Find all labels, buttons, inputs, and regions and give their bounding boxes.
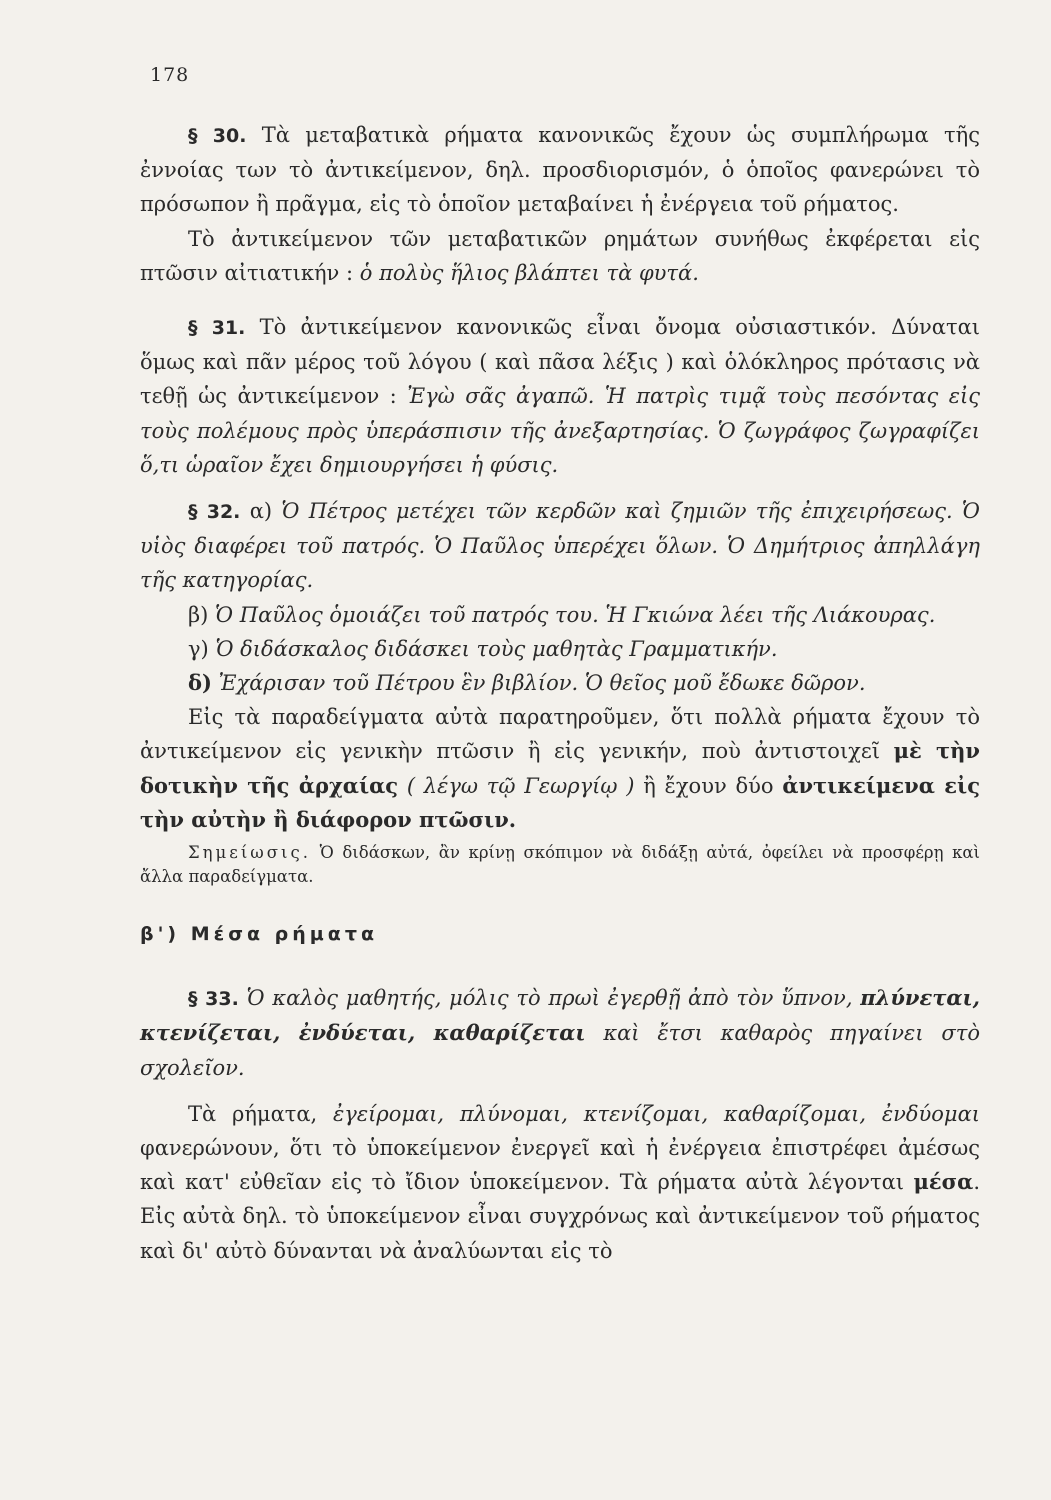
- note: Σημείωσις. Ὁ διδάσκων, ἂν κρίνῃ σκόπιμον νὰ διδάξῃ αὐτά, ὀφείλει νὰ προσφέρῃ καὶ ἄλλα παραδείγματα.: [140, 843, 981, 887]
- section-32-item-d: δ) Ἐχάρισαν τοῦ Πέτρου ἓν βιβλίον. Ὁ θεῖος μοῦ ἔδωκε δῶρον.: [188, 670, 866, 696]
- example: Ὁ ζωγράφος ζωγραφίζει ὅ,τι ὡραῖον ἔχει δημιουργήσει ἡ φύσις.: [140, 418, 980, 477]
- page-number: 178: [150, 64, 190, 86]
- section-31-paragraph: § 31. Τὸ ἀντικείμενον κανονικῶς εἶναι ὄνομα οὐσιαστικόν. Δύναται ὅμως καὶ πᾶν μέρος τοῦ λόγου ( καὶ πᾶσα λέξις ) καὶ ὁλόκληρος πρότασις νὰ τεθῇ ὡς ἀντικείμενον : Ἐγὼ σᾶς ἀγαπῶ. Ἡ πατρὶς τιμᾷ τοὺς πεσόντας εἰς τοὺς πολέμους πρὸς ὑπεράσπισιν τῆς ἀνεξαρτησίας. Ὁ ζωγράφος ζωγραφίζει ὅ,τι ὡραῖον ἔχει δημιουργήσει ἡ φύσις.: [140, 315, 981, 477]
- section-number: § 32.: [188, 501, 241, 524]
- section-33-paragraph: Τὰ ρήματα, ἐγείρομαι, πλύνομαι, κτενίζομαι, καθαρίζομαι, ἐνδύομαι φανερώνουν, ὅτι τὸ ὑποκείμενον ἐνεργεῖ καὶ ἡ ἐνέργεια ἐπιστρέφει ἀμέσως καὶ κατ' εὐθεῖαν εἰς τὸ ἴδιον ὑποκείμενον. Τὰ ρήματα αὐτὰ λέγονται μέσα. Εἰς αὐτὰ δηλ. τὸ ὑποκείμενον εἶναι συγχρόνως καὶ ἀντικείμενον τοῦ ρήματος καὶ δι' αὐτὸ δύνανται νὰ ἀναλύωνται εἰς τὸ: [140, 1101, 980, 1263]
- section-number: § 30.: [188, 125, 247, 147]
- section-32-item-a: § 32. α) Ὁ Πέτρος μετέχει τῶν κερδῶν καὶ ζημιῶν τῆς ἐπιχειρήσεως. Ὁ υἱὸς διαφέρει τοῦ πατρός. Ὁ Παῦλος ὑπερέχει ὅλων. Ὁ Δημήτριος ἀπηλλάγη τῆς κατηγορίας.: [140, 499, 980, 593]
- note-label: Σημείωσις.: [188, 843, 311, 863]
- example: Ἡ πατρὶς τιμᾷ τοὺς πεσόντας εἰς τοὺς πολέμους πρὸς ὑπεράσπισιν τῆς ἀνεξαρτησίας.: [140, 384, 981, 443]
- section-33-example: § 33. Ὁ καλὸς μαθητής, μόλις τὸ πρωὶ ἐγερθῇ ἀπὸ τὸν ὕπνον, πλύνεται, κτενίζεται, ἐνδύεται, καθαρίζεται καὶ ἔτσι καθαρὸς πηγαίνει στὸ σχολεῖον.: [140, 985, 980, 1080]
- section-30-paragraph-2: Τὸ ἀντικείμενον τῶν μεταβατικῶν ρημάτων συνήθως ἐκφέρεται εἰς πτῶσιν αἰτιατικήν : ὁ πολὺς ἥλιος βλάπτει τὰ φυτά.: [140, 226, 980, 285]
- section-32-item-c: γ) Ὁ διδάσκαλος διδάσκει τοὺς μαθητὰς Γραμματικήν.: [188, 636, 778, 661]
- section-number: § 31.: [188, 317, 246, 340]
- section-number: § 33.: [188, 988, 239, 1011]
- example: ὁ πολὺς ἥλιος βλάπτει τὰ φυτά.: [359, 260, 699, 285]
- example: Ἐγὼ σᾶς ἀγαπῶ.: [407, 384, 595, 409]
- section-30-paragraph-1: § 30. Τὰ μεταβατικὰ ρήματα κανονικῶς ἔχουν ὡς συμπλήρωμα τῆς ἐννοίας των τὸ ἀντικείμενον, δηλ. προσδιορισμόν, ὁ ὁποῖος φανερώνει τὸ πρόσωπον ἢ πρᾶγμα, εἰς τὸ ὁποῖον μεταβαίνει ἡ ἐνέργεια τοῦ ρήματος.: [140, 123, 980, 217]
- section-32-paragraph: Εἰς τὰ παραδείγματα αὐτὰ παρατηροῦμεν, ὅτι πολλὰ ρήματα ἔχουν τὸ ἀντικείμενον εἰς γενικὴν πτῶσιν ἢ εἰς γενικήν, ποὺ ἀντιστοιχεῖ μὲ τὴν δοτικὴν τῆς ἀρχαίας ( λέγω τῷ Γεωργίῳ ) ἢ ἔχουν δύο ἀντικείμενα εἰς τὴν αὐτὴν ἢ διάφορον πτῶσιν.: [140, 705, 980, 832]
- page-body: [140, 118, 980, 1268]
- section-32-item-b: β) Ὁ Παῦλος ὁμοιάζει τοῦ πατρός του. Ἡ Γκιώνα λέει τῆς Λιάκουρας.: [188, 602, 936, 627]
- section-heading: β') Μέσα ρήματα: [140, 923, 379, 946]
